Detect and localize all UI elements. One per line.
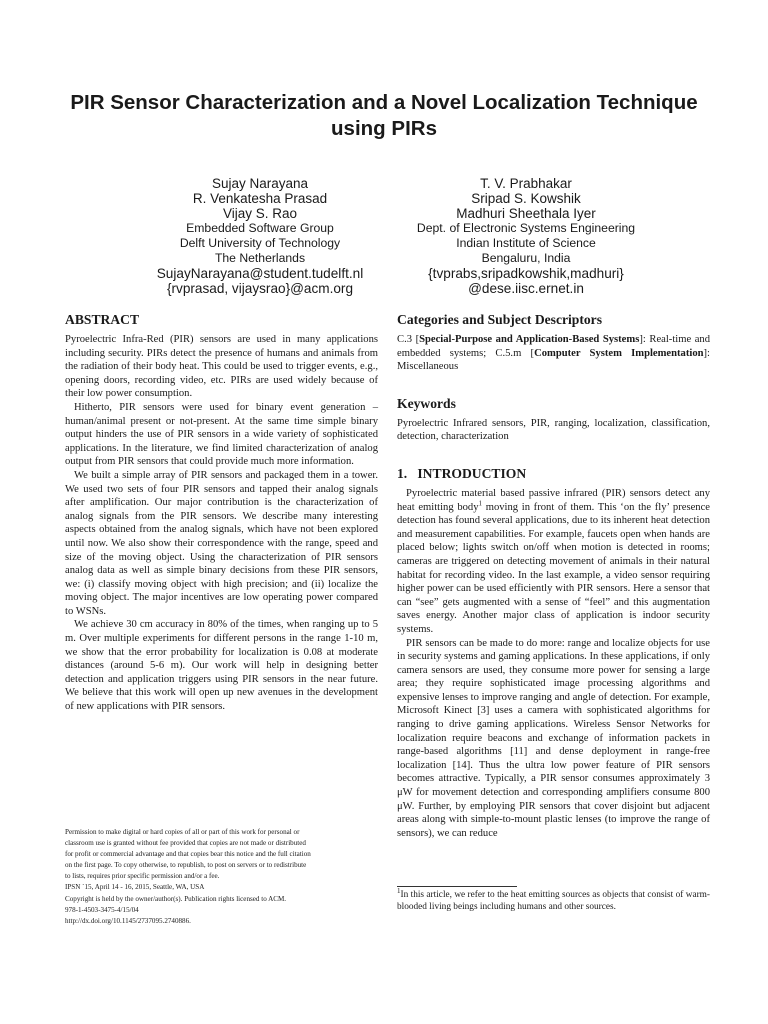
- footnote-marker[interactable]: 1: [478, 499, 483, 508]
- conference-line: IPSN `15, April 14 - 16, 2015, Seattle, WA, USA: [65, 883, 205, 892]
- author-name: R. Venkatesha Prasad: [192, 191, 328, 206]
- footnote-mark: 1: [397, 886, 401, 895]
- intro-text: moving in front of them. This ‘on the fly’ presence detection has found several applications, due to its inherent heat detection and measurement capabilities. For example, faucets open when hands are placed below; lights switch on/off when motion is detected in rooms; cameras are triggered on detecting movement of animals in their natural habitat for recording video. In the last example, a video sensor requiring higher power can be used efficiently with PIR sensors. Here a sensor that can “see” gets augmented with a sense of “feel” and this augmentation saves energy. Another major class of application is indoor security systems.: [397, 501, 710, 635]
- author-email: {tvprabs,sripadkowshik,madhuri}: [428, 266, 624, 281]
- category-title: Computer System Implementation: [534, 347, 704, 359]
- permission-line: for profit or commercial advantage and that copies bear this notice and the full citation: [65, 850, 311, 859]
- footnote-divider: [397, 886, 517, 887]
- author-name: Vijay S. Rao: [222, 206, 298, 221]
- category-subject: ]: Miscellaneous: [397, 347, 710, 373]
- footnote-body: In this article, we refer to the heat emitting sources as objects that consist of warm-blooded living beings including humans and other sources.: [397, 890, 710, 912]
- author-name: Sripad S. Kowshik: [471, 191, 581, 206]
- author-affiliation: Embedded Software Group: [186, 221, 334, 235]
- permission-line: Permission to make digital or hard copies of all or part of this work for personal or: [65, 828, 300, 836]
- category-subject: ]: Real-time and embedded systems; C.5.m [: [397, 334, 711, 359]
- permission-notice: [65, 827, 378, 927]
- author-email: SujayNarayana@student.tudelft.nl: [156, 266, 364, 281]
- author-email: @dese.iisc.ernet.in: [468, 281, 584, 296]
- author-affiliation: Indian Institute of Science: [456, 236, 596, 250]
- introduction-heading: 1. INTRODUCTION: [397, 465, 527, 481]
- categories-heading: Categories and Subject Descriptors: [397, 312, 603, 327]
- footnote-text: [397, 886, 710, 914]
- category-title: Special-Purpose and Application-Based Systems: [419, 334, 640, 345]
- author-affiliation: Bengaluru, India: [481, 251, 571, 265]
- author-affiliation: Delft University of Technology: [179, 236, 341, 250]
- categories-body: [397, 333, 710, 374]
- author-affiliation: Dept. of Electronic Systems Engineering: [416, 221, 636, 235]
- abstract-heading: ABSTRACT: [65, 312, 140, 327]
- doi-link[interactable]: http://dx.doi.org/10.1145/2737095.2740886.: [65, 916, 191, 925]
- keywords-body: [397, 417, 710, 444]
- keywords-heading: Keywords: [397, 395, 456, 411]
- author-name: Madhuri Sheethala Iyer: [456, 206, 596, 221]
- author-email: {rvprasad, vijaysrao}@acm.org: [166, 281, 354, 296]
- intro-text: Pyroelectric material based passive infrared (PIR) sensors detect any heat emitting body: [397, 487, 710, 513]
- permission-line: on the first page. To copy otherwise, to republish, to post on servers or to redistribute: [65, 861, 307, 870]
- abstract-body: [65, 333, 378, 714]
- abstract-paragraph: We achieve 30 cm accuracy in 80% of the times, when ranging up to 5 m. Over multiple experiments for different persons in the range 1-10 m, we show that the error probability for localization is 0.08 at moderate distances (around 5-6 m). Our work will help in designing better detection and application triggers using PIR sensors in the near future. We believe that this work will open up new avenues in the development of new applications with PIR sensors.: [65, 619, 378, 713]
- author-name: Sujay Narayana: [211, 176, 309, 191]
- footnote: [397, 886, 710, 914]
- author-name: T. V. Prabhakar: [480, 176, 572, 191]
- intro-paragraph: [397, 487, 710, 637]
- left-column: [65, 312, 378, 714]
- introduction-body: [397, 487, 710, 840]
- abstract-paragraph: We built a simple array of PIR sensors and packaged them in a tower. We used two sets of four PIR sensors and tapped their analog signals after amplification. Our major contribution is the characterization of analog signals from the PIR sensors. We describe many interesting aspects obtained from the analog signals, which have not been explored until now. We also show their correspondence with the range, speed and size of the moving object. Using the characterization of PIR sensors analog data as well as simple binary decisions from these PIR sensors, we: (i) classify moving object with high precision; and (ii) localize the moving object. The major incentives are low operating power compared to WSNs.: [65, 469, 378, 617]
- right-column: [397, 312, 710, 840]
- category-code: C.3 [: [397, 334, 420, 345]
- abstract-paragraph: Pyroelectric Infra-Red (PIR) sensors are used in many applications including security. PIRs detect the presence of humans and animals from the radiation of their body heat. This could be used to trigger events, e.g., opening doors, recording video, etc. PIRs are used widely because of their low power consumption.: [65, 334, 378, 400]
- keywords-text: Pyroelectric Infrared sensors, PIR, ranging, localization, classification, detection, characterization: [397, 417, 710, 443]
- intro-paragraph: PIR sensors can be made to do more: range and localize objects for use in security systems and gaming applications. In these applications, if only camera sensors are used, they consume more power for sensing a large area; they require sophisticated image processing algorithms and expensive lenses to improve ranging and angle of detection. For example, Microsoft Kinect [3] uses a camera with sophisticated algorithms for ranging to drive gaming applications. Wireless Sensor Networks for localization require beacons and exchange of information packets in range-based algorithms [11] and dense deployment in range-free localization [14]. Thus the ultra low power feature of PIR sensors becomes attractive. Typically, a PIR sensor consumes approximately 3 μW for movement detection and corresponding amplifiers consume 800 μW. Further, by employing PIR sensors that cover disjoint but adjacent areas along with simple-to-mount plastic lenses (to improve the range of sensors), we can reduce: [397, 637, 710, 839]
- permission-line: classroom use is granted without fee provided that copies are not made or distributed: [65, 839, 306, 848]
- categories-text: [397, 333, 710, 374]
- author-block-right: [356, 176, 696, 296]
- isbn-line: 978-1-4503-3475-4/15/04: [65, 905, 139, 914]
- permission-line: to lists, requires prior specific permission and/or a fee.: [65, 872, 220, 881]
- abstract-paragraph: Hitherto, PIR sensors were used for binary event generation – human/animal present or not-present. At the same time simple binary output hinders the use of PIR sensors in a wide variety of sophisticated applications. In the literature, we find limited characterization of analog output from PIR sensors that could provide much more information.: [65, 401, 378, 468]
- copyright-line: Copyright is held by the owner/author(s). Publication rights licensed to ACM.: [65, 894, 287, 903]
- paper-title: PIR Sensor Characterization and a Novel Localization Technique using PIRs: [70, 91, 698, 140]
- author-affiliation: The Netherlands: [214, 251, 306, 265]
